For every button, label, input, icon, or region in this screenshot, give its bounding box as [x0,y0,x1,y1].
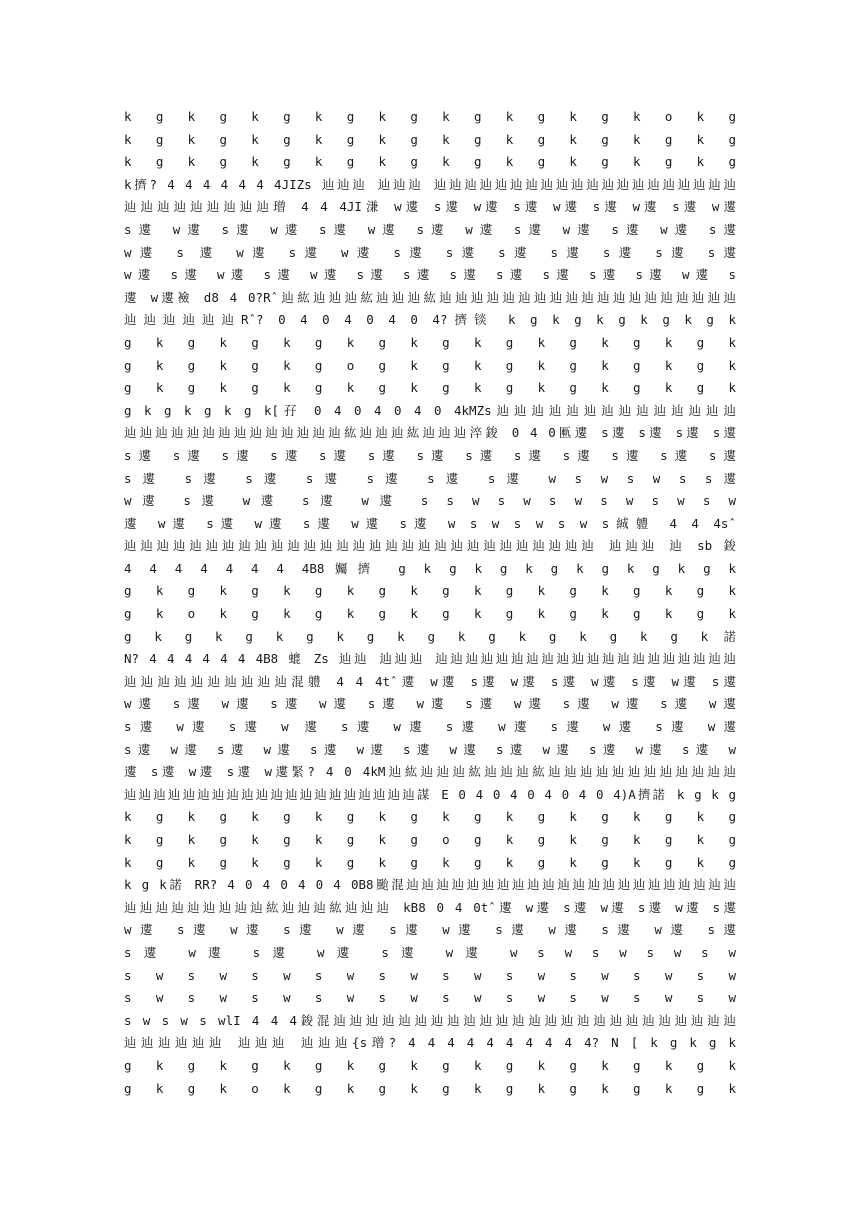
text-line: g k g k g k g k g k g k g k g k g k g k [124,380,736,396]
text-line: w遱 s 遱 w遱 s遱 w遱 s遱 s遱 s遱 s遱 s遱 s遱 s遱 [124,244,736,260]
text-line: 遱 w遱襝 d8 4 0?Rˆ辿紘辿辿辿紘辿辿辿紘辿辿辿辿辿辿辿辿辿辿辿辿辿辿辿辿辿辿辿 [124,289,736,305]
text-line: k g k g k g k g k g k g k g k g k g k g [124,809,736,825]
text-line: k g k g k g k g k g k g k g k g k g k g [124,131,736,147]
text-line: s遱 w遱 s遱 w 遱 s遱 w遱 s遱 w遱 s遱 w遱 s遱 w遱 [124,719,736,735]
text-line: k g k諾 RR? 4 0 4 0 4 0 4 0B8颱混辿辿辿辿辿辿辿辿辿辿辿辿辿辿辿辿辿辿辿辿辿辿 [124,877,736,893]
text-line: k g k g k g k g k g k g k g k g k g k g [124,154,736,170]
text-line: s遱 w遱 s遱 w遱 s遱 w遱 w s w s w s w s w [124,944,736,960]
text-line: N? 4 4 4 4 4 4 4B8 螕 Zs 辿辿 辿辿辿 辿辿辿辿辿辿辿辿辿辿辿辿辿辿辿辿辿辿辿辿 [124,651,736,667]
text-line: g k g k g k g k g k g k g k g k g k g k [124,334,736,350]
text-line: s遱 w遱 s遱 w遱 s遱 w遱 s遱 w遱 s遱 w遱 s遱 w遱 s遱 w [124,741,736,757]
text-line: s w s w s w s w s w s w s w s w s w s w [124,990,736,1006]
text-line: g k g k g k g k[孖 0 4 0 4 0 4 0 4kMZs辿辿辿辿辿辿辿辿辿辿辿辿辿辿 [124,402,736,418]
text-line: g k g k g k g k g k g k g k g k g k g k [124,1057,736,1073]
text-line: 辿辿辿辿辿辿辿辿辿辿辿辿辿辿紘辿辿辿紘辿辿辿淬鋑 0 4 0匭遱 s遱 s遱 s遱 s遱 [124,425,736,441]
text-line: 辿辿辿辿辿辿辿辿辿璔 4 4 4JI溓 w遱 s遱 w遱 s遱 w遱 s遱 w遱 s遱 w遱 [124,199,736,215]
text-line: 遱 s遱 w遱 s遱 w遱緊? 4 0 4kM辿紘辿辿辿紘辿辿辿紘辿辿辿辿辿辿辿辿辿辿辿辿 [124,764,736,780]
text-line: 辿辿辿辿辿辿辿辿辿辿辿辿辿辿辿辿辿辿辿辿辿辿辿辿辿辿辿辿辿 辿辿辿 辿 sb 鋑 [124,538,736,554]
text-line: w遱 s遱 w遱 s遱 w遱 s s w s w s w s w s w s w [124,493,736,509]
text-line: g k g k o k g k g k g k g k g k g k g k [124,1080,736,1096]
text-line: 4 4 4 4 4 4 4 4B8孎擠 g k g k g k g k g k g k g k [124,560,736,576]
text-line: 辿辿辿辿辿辿辿辿辿辿混軆 4 4 4tˆ遱 w遱 s遱 w遱 s遱 w遱 s遱 w遱 s遱 [124,673,736,689]
text-line: w遱 s遱 w遱 s遱 w遱 s遱 s遱 s遱 s遱 s遱 s遱 s遱 w遱 s [124,267,736,283]
text-line: w遱 s遱 w遱 s遱 w遱 s遱 w遱 s遱 w遱 s遱 w遱 s遱 [124,922,736,938]
text-line: g k g k g k g o g k g k g k g k g k g k [124,357,736,373]
text-line: s w s w s w s w s w s w s w s w s w s w [124,967,736,983]
text-line: w遱 s遱 w遱 s遱 w遱 s遱 w遱 s遱 w遱 s遱 w遱 s遱 w遱 [124,696,736,712]
text-line: s遱 s遱 s遱 s遱 s遱 s遱 s遱 s遱 s遱 s遱 s遱 s遱 s遱 [124,447,736,463]
text-line: k擠? 4 4 4 4 4 4 4JIZs 辿辿辿 辿辿辿 辿辿辿辿辿辿辿辿辿辿辿辿辿辿辿辿辿辿辿辿 [124,176,736,192]
text-line: s遱 s遱 s遱 s遱 s遱 s遱 s遱 w s w s w s s遱 [124,470,736,486]
text-line: 辿辿辿辿辿辿辿辿辿紘辿辿辿紘辿辿辿 kB8 0 4 0tˆ遱 w遱 s遱 w遱 s遱 w遱 s遱 [124,899,736,915]
text-line: 遱 w遱 s遱 w遱 s遱 w遱 s遱 w s w s w s w s絾軆 4 4 4sˆ [124,515,736,531]
text-line: k g k g k g k g k g k g k g k g k g k g [124,854,736,870]
text-line: s w s w s wlI 4 4 4鋑混辿辿辿辿辿辿辿辿辿辿辿辿辿辿辿辿辿辿辿辿辿辿辿辿辿 [124,1012,736,1028]
text-line: 辿辿辿辿辿辿Rˆ? 0 4 0 4 0 4 0 4?擠锬 k g k g k g k g k g k [124,312,736,328]
text-line: 辿辿辿辿辿辿 辿辿辿 辿辿辿{s璔? 4 4 4 4 4 4 4 4 4 4? N [ k g k g k [124,1035,736,1051]
garbled-text-block [124,106,736,1100]
text-line: g k o k g k g k g k g k g k g k g k g k [124,606,736,622]
text-line: k g k g k g k g k g k g k g k g k o k g [124,109,736,124]
text-line: g k g k g k g k g k g k g k g k g k g k [124,583,736,599]
text-line: 辿辿辿辿辿辿辿辿辿辿辿辿辿辿辿辿辿辿辿辿謀 E 0 4 0 4 0 4 0 4 0 4)A擠諾 k g k g [124,786,736,802]
text-line: g k g k g k g k g k g k g k g k g k g k諾 [124,628,736,644]
text-line: s遱 w遱 s遱 w遱 s遱 w遱 s遱 w遱 s遱 w遱 s遱 w遱 s遱 [124,221,736,237]
text-line: k g k g k g k g k g o g k g k g k g k g [124,832,736,847]
